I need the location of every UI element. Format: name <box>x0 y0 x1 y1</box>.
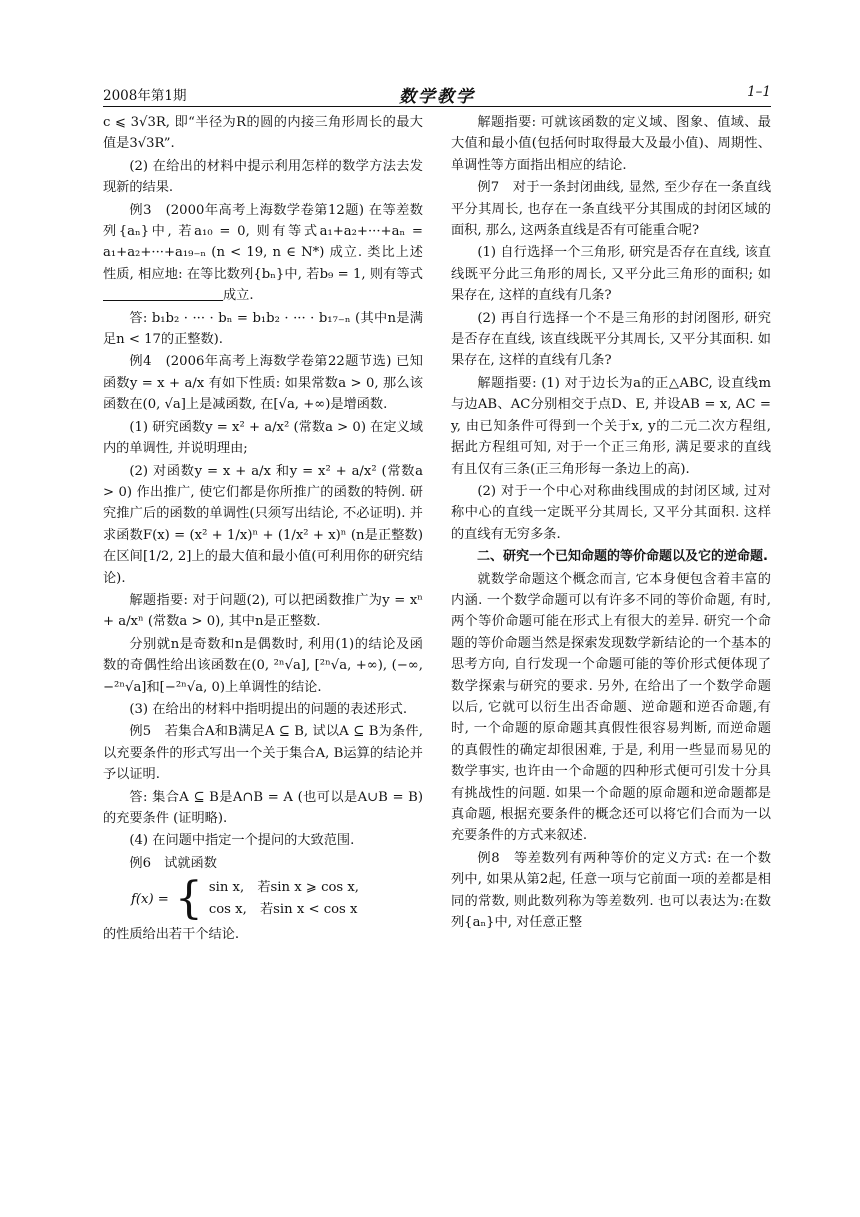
answer-3: 答: b₁b₂ · ··· · bₙ = b₁b₂ · ··· · b₁₇₋ₙ (其中n是满足n < 17的正整数). <box>103 310 423 348</box>
paragraph: (3) 在给出的材料中指明提出的问题的表述形式. <box>129 701 408 717</box>
journal-title: 数学教学 <box>399 87 475 107</box>
example-8: 例8 等差数列有两种等价的定义方式: 在一个数列中, 如果从第2起, 任意一项与它前面一项的差都是相同的常数, 则此数列称为等差数列. 也可以表达为:在数列{aₙ}中, 对任意正整 <box>451 850 771 931</box>
paragraph: (4) 在问题中指定一个提问的大致范围. <box>129 833 355 849</box>
answer-5: 答: 集合A ⊆ B是A∩B = A (也可以是A∪B = B) 的充要条件 (证明略). <box>103 789 423 826</box>
function-lhs: f(x) = <box>131 891 169 907</box>
cases <box>209 877 359 921</box>
paragraph: 分别就n是奇数和n是偶数时, 利用(1)的结论及函数的奇偶性给出该函数在(0, ²ⁿ√a], [²ⁿ√a, +∞), (−∞, −²ⁿ√a]和[−²ⁿ√a, 0)上单调性的结论. <box>103 636 423 695</box>
example-3 <box>103 200 423 307</box>
paragraph: (2) 对于一个中心对称曲线围成的封闭区域, 过对称中心的直线一定既平分其周长, 又平分其面积. 这样的直线有无穷多条. <box>451 483 771 542</box>
piecewise-function <box>131 873 423 925</box>
header-rule <box>103 106 771 107</box>
question-1: (1) 研究函数y = x² + a/x² (常数a > 0) 在定义域内的单调性, 并说明理由; <box>103 419 423 457</box>
question-1: (1) 自行选择一个三角形, 研究是否存在直线, 该直线既平分此三角形的周长, 又平分此三角形的面积; 如果存在, 这样的直线有几条? <box>451 245 771 304</box>
running-header <box>103 82 771 106</box>
right-column <box>451 112 771 934</box>
paragraph: (2) 在给出的材料中提示利用怎样的数学方法去发现新的结果. <box>103 158 423 196</box>
left-column <box>103 112 423 947</box>
solution-hint: 解题指要: 对于问题(2), 可以把函数推广为y = xⁿ + a/xⁿ (常数a > 0), 其中n是正整数. <box>103 592 423 630</box>
section-heading: 二、研究一个已知命题的等价命题以及它的逆命题. <box>477 549 768 565</box>
solution-hint: 解题指要: (1) 对于边长为a的正△ABC, 设直线m与边AB、AC分别相交于点D、E, 并设AB = x, AC = y, 由已知条件可得到一个关于x, y的二元二次方程组, 据此方程组可知, 对于一个正三角形, 满足要求的直线有且仅有三条(正三角形每一条边上的高). <box>451 375 771 477</box>
paragraph: c ⩽ 3√3R, 即“半径为R的圆的内接三角形周长的最大值是3√3R”. <box>103 115 423 152</box>
paragraph: 的性质给出若干个结论. <box>103 927 240 943</box>
brace: { <box>174 873 203 925</box>
example-7: 例7 对于一条封闭曲线, 显然, 至少存在一条直线平分其周长, 也存在一条直线平分其围成的封闭区域的面积, 那么, 这两条直线是否有可能重合呢? <box>451 180 771 239</box>
issue-label: 2008年第1期 <box>103 88 187 104</box>
example-3-text: 例3 (2000年高考上海数学卷第12题) 在等差数列{aₙ}中, 若a₁₀ = 0, 则有等式a₁+a₂+···+aₙ = a₁+a₂+···+a₁₉₋ₙ (n < 19, n ∈ N*) 成立. 类比上述性质, 相应地: 在等比数列{bₙ}中, 若b₉ = 1, 则有等式 <box>103 202 423 282</box>
solution-hint: 解题指要: 可就该函数的定义域、图象、值域、最大值和最小值(包括何时取得最大及最小值)、周期性、单调性等方面指出相应的结论. <box>451 115 771 173</box>
case-1: sin x, 若sin x ⩾ cos x, <box>208 880 359 896</box>
case-2: cos x, 若sin x < cos x <box>208 902 358 918</box>
example-3-end: 成立. <box>223 288 254 304</box>
paragraph: 就数学命题这个概念而言, 它本身便包含着丰富的内涵. 一个数学命题可以有许多不同的等价命题, 有时, 两个等价命题可能在形式上有很大的差异. 研究一个命题的等价命题当然是探索发现数学新结论的一个基本的思考方向, 自行发现一个命题可能的等价形式便体现了数学探索与研究的要求. 另外, 在给出了一个数学命题以后, 它就可以衍生出否命题、逆命题和逆否命题,有时, 一个命题的原命题其真假性很容易判断, 而逆命题的真假性的确定却很困难, 于是, 利用一些显而易见的数学事实, 也许由一个命题的四种形式便可引发十分具有挑战性的问题. 如果一个命题的原命题和逆命题都是真命题, 根据充要条件的概念还可以将它们合而为一以充要条件的方式来叙述. <box>451 571 771 844</box>
example-5: 例5 若集合A和B满足A ⊆ B, 试以A ⊆ B为条件, 以充要条件的形式写出一个关于集合A, B运算的结论并予以证明. <box>103 724 423 783</box>
question-2: (2) 再自行选择一个不是三角形的封闭图形, 研究是否存在直线, 该直线既平分其周长, 又平分其面积. 如果存在, 这样的直线有几条? <box>451 310 771 369</box>
page-number: 1–1 <box>747 84 771 100</box>
question-2: (2) 对函数y = x + a/x 和y = x² + a/x² (常数a > 0) 作出推广, 使它们都是你所推广的函数的特例. 研究推广后的函数的单调性(只须写出结论, 不必证明). 并求函数F(x) = (x² + 1/x)ⁿ + (1/x² + x)ⁿ (n是正整数) 在区间[1/2, 2]上的最大值和最小值(可利用你的研究结论). <box>103 463 423 586</box>
answer-blank <box>103 286 223 301</box>
example-6: 例6 试就函数 <box>129 855 217 871</box>
example-4: 例4 (2006年高考上海数学卷第22题节选) 已知函数y = x + a/x 有如下性质: 如果常数a > 0, 那么该函数在(0, √a]上是减函数, 在[√a, +∞)是增函数. <box>103 354 423 413</box>
